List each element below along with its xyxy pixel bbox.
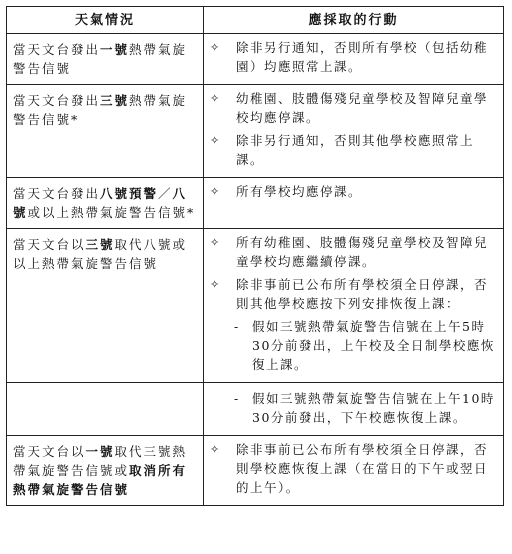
diamond-bullet-icon: ✧	[210, 443, 221, 456]
dash-marker: -	[234, 391, 240, 406]
condition-text: 當天文台發出	[13, 186, 101, 201]
header-row	[7, 7, 504, 34]
condition-cell	[7, 34, 204, 85]
condition-text: ／	[158, 186, 173, 201]
signal-emphasis: 一號	[85, 444, 115, 459]
action-text: 所有學校均應停課。	[236, 184, 363, 199]
signal-emphasis: 取消所有熱帶氣旋警告信號	[13, 463, 188, 497]
condition-text: 取代三號熱帶氣旋警告信號或	[13, 444, 188, 478]
action-item	[208, 131, 497, 169]
condition-text: 熱帶氣旋警告信號*	[13, 93, 188, 127]
action-text: 所有幼稚園、肢體傷殘兒童學校及智障兒童學校均應繼續停課。	[236, 235, 489, 269]
dash-marker: -	[234, 319, 240, 334]
sub-text: 假如三號熱帶氣旋警告信號在上午10時30分前發出，下午校應恢復上課。	[252, 391, 495, 425]
table-row	[7, 436, 504, 506]
condition-cell	[7, 436, 204, 506]
diamond-bullet-icon: ✧	[210, 278, 221, 291]
table-row	[7, 383, 504, 436]
sub-text: 假如三號熱帶氣旋警告信號在上午5時30分前發出，上午校及全日制學校應恢復上課。	[252, 319, 495, 372]
signal-emphasis: 八號預警	[100, 186, 159, 201]
condition-cell	[7, 178, 204, 229]
action-item	[208, 38, 497, 76]
table-row	[7, 34, 504, 85]
table-row	[7, 178, 504, 229]
signal-emphasis: 八號	[13, 186, 188, 220]
condition-text: 當天文台以	[13, 237, 86, 252]
action-item	[208, 440, 497, 497]
diamond-bullet-icon: ✧	[210, 134, 221, 147]
header-condition: 天氣情況	[7, 7, 204, 34]
action-cell	[204, 85, 504, 178]
condition-cell	[7, 229, 204, 383]
table-row	[7, 229, 504, 383]
condition-text: 當天文台以	[13, 444, 86, 459]
condition-cell	[7, 85, 204, 178]
action-text: 除非另行通知，否則所有學校（包括幼稚園）均應照常上課。	[236, 40, 489, 74]
signal-emphasis: 三號	[100, 93, 130, 108]
condition-text: 當天文台發出	[13, 93, 101, 108]
action-text: 除非另行通知，否則其他學校應照常上課。	[236, 133, 475, 167]
sub-item	[234, 389, 497, 427]
condition-text: 或以上熱帶氣旋警告信號*	[27, 205, 196, 220]
diamond-bullet-icon: ✧	[210, 41, 221, 54]
action-item	[208, 89, 497, 127]
action-cell	[204, 229, 504, 383]
signal-emphasis: 三號	[85, 237, 115, 252]
signal-emphasis: 一號	[100, 42, 130, 57]
action-item	[208, 233, 497, 271]
diamond-bullet-icon: ✧	[210, 185, 221, 198]
action-cell	[204, 383, 504, 436]
condition-text: 取代八號或以上熱帶氣旋警告信號	[13, 237, 188, 271]
action-item	[208, 182, 497, 201]
diamond-bullet-icon: ✧	[210, 92, 221, 105]
condition-cell	[7, 383, 204, 436]
action-text: 除非事前已公布所有學校須全日停課，否則其他學校應按下列安排恢復上課：	[236, 277, 489, 311]
condition-text: 當天文台發出	[13, 42, 101, 57]
sub-item	[234, 317, 497, 374]
action-cell	[204, 436, 504, 506]
diamond-bullet-icon: ✧	[210, 236, 221, 249]
action-text: 除非事前已公布所有學校須全日停課，否則學校應恢復上課（在當日的下午或翌日的上午）。	[236, 442, 489, 495]
table-row	[7, 85, 504, 178]
action-cell	[204, 34, 504, 85]
action-cell	[204, 178, 504, 229]
condition-text: 熱帶氣旋警告信號	[13, 42, 188, 76]
action-text: 幼稚園、肢體傷殘兒童學校及智障兒童學校均應停課。	[236, 91, 489, 125]
typhoon-school-arrangement-table	[6, 6, 504, 506]
action-item	[208, 275, 497, 313]
header-action: 應採取的行動	[204, 7, 504, 34]
